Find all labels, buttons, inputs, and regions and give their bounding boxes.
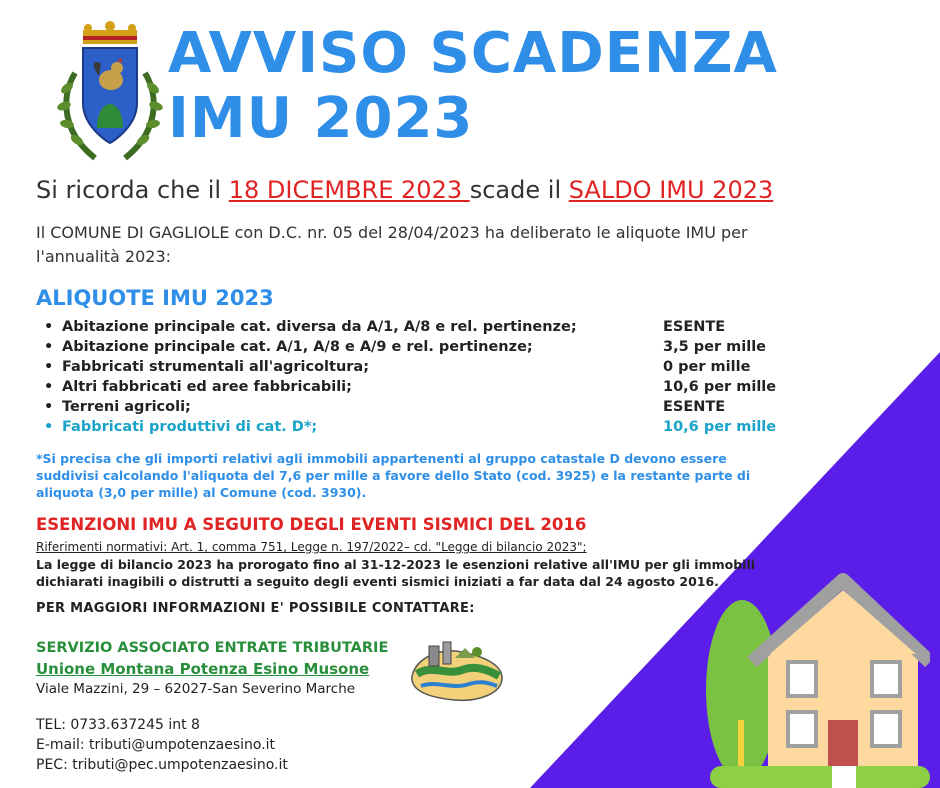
intro-paragraph: Il COMUNE DI GAGLIOLE con D.C. nr. 05 del 28/04/2023 ha deliberato le aliquote IMU per l'annualità 2023: (36, 223, 748, 266)
list-item: • Fabbricati produttivi di cat. D*; 10,6 per mille (44, 419, 777, 435)
list-item: • Terreni agricoli; ESENTE (44, 399, 726, 415)
reminder-middle: scade il (469, 176, 569, 204)
servizio-name: SERVIZIO ASSOCIATO ENTRATE TRIBUTARIE (36, 640, 389, 656)
reminder-sentence (36, 176, 773, 204)
list-item: • Abitazione principale cat. A/1, A/8 e A/9 e rel. pertinenze; 3,5 per mille (44, 339, 767, 355)
page-title-line1: AVVISO SCADENZA (168, 21, 778, 86)
saldo-label: SALDO IMU 2023 (568, 176, 774, 204)
aliquote-list (36, 319, 796, 439)
municipal-crest-icon (55, 18, 165, 168)
email-contact[interactable]: E-mail: tributi@umpotenzaesino.it (36, 737, 276, 753)
union-logo-icon (407, 636, 507, 706)
esenzioni-heading: ESENZIONI IMU A SEGUITO DEGLI EVENTI SISMICI DEL 2016 (36, 515, 587, 534)
list-item: • Abitazione principale cat. diversa da A/1, A/8 e rel. pertinenze; ESENTE (44, 319, 726, 335)
unione-link[interactable]: Unione Montana Potenza Esino Musone (36, 660, 370, 678)
contact-heading: PER MAGGIORI INFORMAZIONI E' POSSIBILE CONTATTARE: (36, 601, 475, 616)
list-item: • Altri fabbricati ed aree fabbricabili; 10,6 per mille (44, 379, 777, 395)
aliquote-heading: ALIQUOTE IMU 2023 (36, 286, 274, 310)
house-illustration-icon (690, 570, 930, 788)
esenzioni-text: La legge di bilancio 2023 ha prorogato fino al 31-12-2023 le esenzioni relative all'IMU per gli immobili dichiarati inagibili o distrutti a seguito degli eventi sismici iniziati a far data dal 24 agosto 2016. (36, 557, 756, 589)
reminder-prefix: Si ricorda che il (36, 176, 229, 204)
address: Viale Mazzini, 29 – 62027-San Severino Marche (36, 681, 356, 697)
telephone: TEL: 0733.637245 int 8 (36, 717, 200, 733)
cat-d-note: *Si precisa che gli importi relativi agli immobili appartenenti al gruppo catastale D devono essere suddivisi calcolando l'aliquota del 7,6 per mille a favore dello Stato (cod. 3925) e la restante parte di aliquota (3,0 per mille) al Comune (cod. 3930). (36, 451, 751, 500)
deadline-date: 18 DICEMBRE 2023 (228, 176, 470, 204)
list-item: • Fabbricati strumentali all'agricoltura; 0 per mille (44, 359, 751, 375)
riferimenti-normativi: Riferimenti normativi: Art. 1, comma 751, Legge n. 197/2022– cd. "Legge di bilancio 2023"; (36, 540, 587, 554)
pec-contact[interactable]: PEC: tributi@pec.umpotenzaesino.it (36, 757, 288, 773)
page-title-line2: IMU 2023 (168, 86, 474, 151)
